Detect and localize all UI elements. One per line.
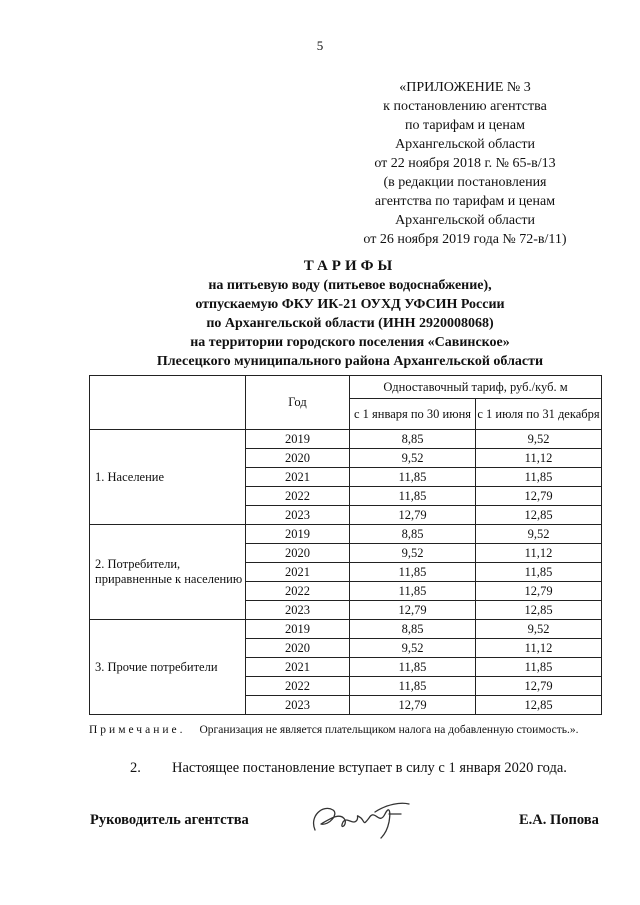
tariff-cell-period-2: 12,85 bbox=[476, 601, 602, 620]
note-text: Организация не является плательщиком налога на добавленную стоимость.». bbox=[199, 724, 579, 736]
year-cell: 2020 bbox=[246, 544, 350, 563]
year-cell: 2021 bbox=[246, 563, 350, 582]
appendix-line: Архангельской области bbox=[395, 137, 535, 152]
tariff-cell-period-1: 11,85 bbox=[350, 468, 476, 487]
year-cell: 2019 bbox=[246, 525, 350, 544]
tariff-cell-period-1: 11,85 bbox=[350, 658, 476, 677]
tariff-cell-period-2: 11,85 bbox=[476, 468, 602, 487]
tariff-cell-period-2: 12,85 bbox=[476, 506, 602, 525]
tariff-cell-period-2: 12,79 bbox=[476, 677, 602, 696]
title-line: отпускаемую ФКУ ИК-21 ОУХД УФСИН России bbox=[195, 297, 505, 312]
year-cell: 2022 bbox=[246, 582, 350, 601]
category-cell: 3. Прочие потребители bbox=[90, 620, 246, 715]
appendix-line: агентства по тарифам и ценам bbox=[374, 194, 556, 209]
table-row bbox=[90, 430, 602, 449]
tariff-table bbox=[89, 375, 602, 715]
clause-2 bbox=[130, 760, 567, 777]
document-title bbox=[0, 256, 640, 371]
table-row bbox=[90, 525, 602, 544]
year-cell: 2022 bbox=[246, 487, 350, 506]
year-cell: 2023 bbox=[246, 506, 350, 525]
year-cell: 2023 bbox=[246, 601, 350, 620]
tariff-cell-period-1: 8,85 bbox=[350, 620, 476, 639]
category-cell: 2. Потребители, приравненные к населению bbox=[90, 525, 246, 620]
appendix-line: «ПРИЛОЖЕНИЕ № 3 bbox=[399, 80, 531, 95]
appendix-line: от 22 ноября 2018 г. № 65-в/13 bbox=[374, 156, 556, 171]
year-cell: 2022 bbox=[246, 677, 350, 696]
tariff-cell-period-2: 9,52 bbox=[476, 620, 602, 639]
tariff-cell-period-1: 8,85 bbox=[350, 430, 476, 449]
tariff-cell-period-1: 11,85 bbox=[350, 677, 476, 696]
tariff-cell-period-1: 11,85 bbox=[350, 487, 476, 506]
year-cell: 2020 bbox=[246, 449, 350, 468]
year-cell: 2021 bbox=[246, 468, 350, 487]
page-number: 5 bbox=[316, 38, 324, 53]
tariff-cell-period-1: 11,85 bbox=[350, 563, 476, 582]
year-cell: 2019 bbox=[246, 430, 350, 449]
tariff-cell-period-1: 8,85 bbox=[350, 525, 476, 544]
tariff-cell-period-1: 11,85 bbox=[350, 582, 476, 601]
title-line: на территории городского поселения «Савинское» bbox=[190, 335, 510, 350]
title-line: Плесецкого муниципального района Архангельской области bbox=[156, 354, 544, 369]
appendix-line: по тарифам и ценам bbox=[405, 118, 525, 133]
tariff-cell-period-2: 11,12 bbox=[476, 639, 602, 658]
header-period-1: с 1 января по 30 июня bbox=[350, 399, 476, 430]
tariff-cell-period-2: 12,85 bbox=[476, 696, 602, 715]
tariff-cell-period-1: 9,52 bbox=[350, 544, 476, 563]
tariff-cell-period-2: 11,12 bbox=[476, 544, 602, 563]
year-cell: 2021 bbox=[246, 658, 350, 677]
tariff-cell-period-1: 9,52 bbox=[350, 639, 476, 658]
header-year: Год bbox=[246, 376, 350, 430]
tariff-cell-period-1: 12,79 bbox=[350, 696, 476, 715]
note bbox=[89, 724, 609, 736]
header-tariff: Одноставочный тариф, руб./куб. м bbox=[350, 376, 602, 399]
year-cell: 2023 bbox=[246, 696, 350, 715]
tariff-cell-period-2: 12,79 bbox=[476, 487, 602, 506]
signatory-position: Руководитель агентства bbox=[90, 812, 249, 828]
tariff-cell-period-2: 12,79 bbox=[476, 582, 602, 601]
tariff-cell-period-1: 12,79 bbox=[350, 601, 476, 620]
tariff-cell-period-1: 9,52 bbox=[350, 449, 476, 468]
clause-text: Настоящее постановление вступает в силу с 1 января 2020 года. bbox=[172, 760, 567, 776]
signatory-name: Е.А. Попова bbox=[519, 812, 599, 828]
handwritten-signature-icon bbox=[305, 796, 415, 842]
title-line: на питьевую воду (питьевое водоснабжение), bbox=[208, 278, 492, 293]
tariff-cell-period-2: 11,85 bbox=[476, 563, 602, 582]
appendix-line: к постановлению агентства bbox=[383, 99, 547, 114]
header-period-2: с 1 июля по 31 декабря bbox=[476, 399, 602, 430]
tariff-cell-period-2: 9,52 bbox=[476, 430, 602, 449]
tariff-cell-period-2: 9,52 bbox=[476, 525, 602, 544]
category-cell: 1. Население bbox=[90, 430, 246, 525]
year-cell: 2019 bbox=[246, 620, 350, 639]
tariff-cell-period-1: 12,79 bbox=[350, 506, 476, 525]
table-row bbox=[90, 620, 602, 639]
appendix-header bbox=[330, 78, 600, 249]
title-line: по Архангельской области (ИНН 2920008068) bbox=[206, 316, 494, 331]
tariff-cell-period-2: 11,85 bbox=[476, 658, 602, 677]
header-category-cell bbox=[90, 376, 246, 430]
appendix-line: Архангельской области bbox=[395, 213, 535, 228]
tariff-cell-period-2: 11,12 bbox=[476, 449, 602, 468]
note-label: Примечание. bbox=[89, 724, 186, 736]
year-cell: 2020 bbox=[246, 639, 350, 658]
clause-number: 2. bbox=[130, 760, 141, 776]
appendix-line: (в редакции постановления bbox=[383, 175, 547, 190]
appendix-line: от 26 ноября 2019 года № 72-в/11) bbox=[363, 232, 567, 247]
title-main: ТАРИФЫ bbox=[303, 258, 397, 274]
